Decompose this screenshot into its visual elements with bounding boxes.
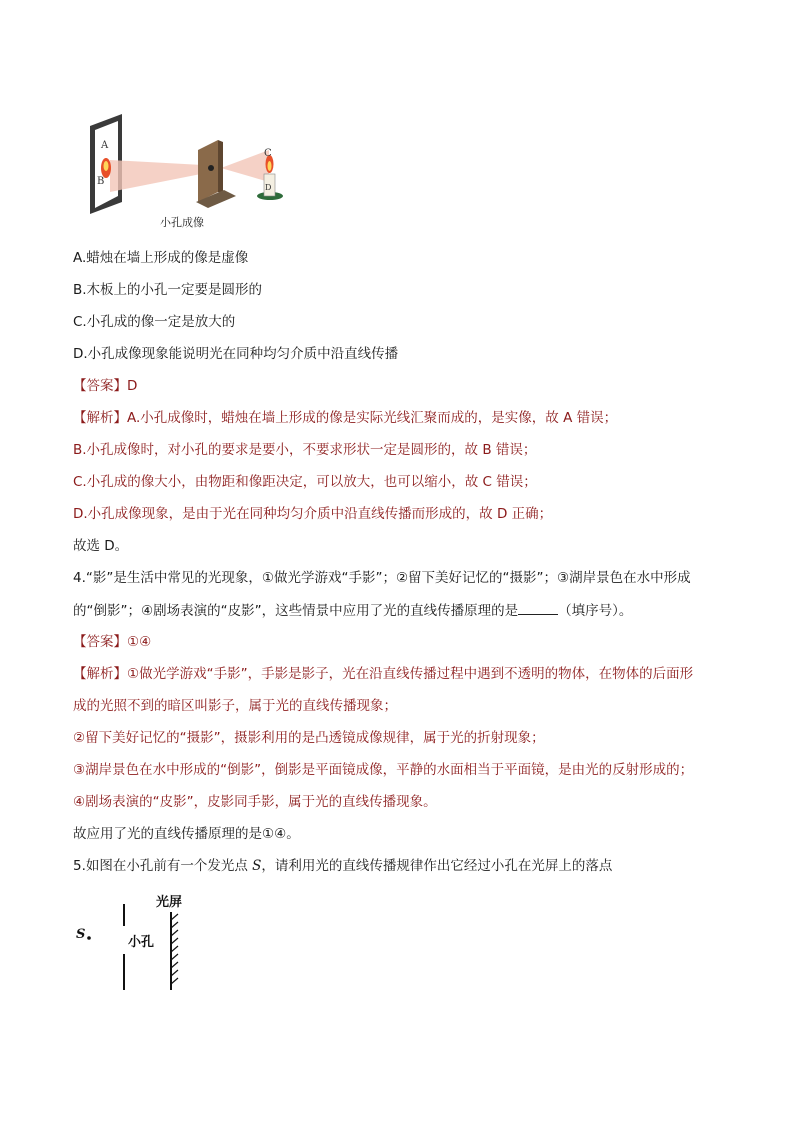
label-b: B: [97, 176, 105, 187]
q5-stem-pre: 5.如图在小孔前有一个发光点: [73, 858, 253, 874]
answer-blank: [518, 600, 558, 615]
q4-analysis-3: ③湖岸景色在水中形成的“倒影”，倒影是平面镜成像，平静的水面相当于平面镜，是由光的反射形成的；: [73, 762, 694, 778]
pinhole: [208, 165, 214, 171]
label-d: D: [265, 183, 272, 192]
q5-stem-s: S: [252, 858, 262, 874]
label-c: C: [264, 148, 272, 159]
hole-label: 小孔: [128, 935, 155, 950]
q4-stem-line-2: [73, 600, 632, 621]
screen-hatching: [171, 914, 178, 984]
screen-label: 光屏: [156, 895, 183, 910]
q5-stem-post: ，请利用光的直线传播规律作出它经过小孔在光屏上的落点: [261, 858, 613, 874]
option-a: A.蜡烛在墙上形成的像是虚像: [73, 250, 249, 266]
q3-analysis-2: B.小孔成像时，对小孔的要求是要小，不要求形状一定是圆形的，故 B 错误；: [73, 442, 537, 458]
analysis-text: A.小孔成像时，蜡烛在墙上形成的像是实际光线汇聚而成的，是实像，故 A 错误；: [127, 410, 618, 426]
q4-analysis-1: [73, 664, 693, 684]
analysis-text: ①做光学游戏“手影”，手影是影子，光在沿直线传播过程中遇到不透明的物体，在物体的后面形: [127, 666, 694, 682]
answer-label: 【答案】: [73, 634, 127, 650]
q4-conclusion: 故应用了光的直线传播原理的是①④。: [73, 826, 300, 842]
q3-analysis-4: D.小孔成像现象，是由于光在同种均匀介质中沿直线传播而形成的，故 D 正确；: [73, 506, 553, 522]
answer-value: ①④: [127, 634, 152, 650]
wooden-board: [198, 140, 218, 202]
label-a: A: [101, 140, 109, 151]
q3-analysis-1: [73, 408, 617, 428]
q3-conclusion: 故选 D。: [73, 538, 129, 554]
pinhole-screen-figure: [70, 890, 200, 995]
source-label: S: [76, 927, 86, 942]
q4-analysis-1-cont: 成的光照不到的暗区叫影子，属于光的直线传播现象；: [73, 698, 397, 714]
analysis-label: 【解析】: [73, 410, 127, 426]
pinhole-imaging-figure: [84, 110, 304, 235]
answer-label: 【答案】: [73, 378, 127, 394]
q3-analysis-3: C.小孔成的像大小，由物距和像距决定，可以放大，也可以缩小，故 C 错误；: [73, 474, 537, 490]
q4-analysis-2: ②留下美好记忆的“摄影”，摄影利用的是凸透镜成像规律，属于光的折射现象；: [73, 730, 545, 746]
q4-stem-suffix: （填序号）。: [558, 603, 633, 619]
answer-value: D: [127, 378, 138, 394]
q4-answer: [73, 632, 151, 652]
light-source-point: [87, 936, 91, 940]
q3-answer: [73, 376, 137, 396]
option-b: B.木板上的小孔一定要是圆形的: [73, 282, 263, 298]
q4-stem-line-1: 4.“影”是生活中常见的光现象，①做光学游戏“手影”；②留下美好记忆的“摄影”；③湖岸景色在水中形成: [73, 570, 691, 586]
analysis-label: 【解析】: [73, 666, 127, 682]
figure-caption: 小孔成像: [160, 216, 204, 229]
q4-analysis-4: ④剧场表演的“皮影”，皮影同手影，属于光的直线传播现象。: [73, 794, 437, 810]
q5-stem: [73, 856, 612, 876]
q4-stem-text: 的“倒影”；④剧场表演的“皮影”，这些情景中应用了光的直线传播原理的是: [73, 603, 519, 619]
option-c: C.小孔成的像一定是放大的: [73, 314, 236, 330]
option-d: D.小孔成像现象能说明光在同种均匀介质中沿直线传播: [73, 346, 399, 362]
